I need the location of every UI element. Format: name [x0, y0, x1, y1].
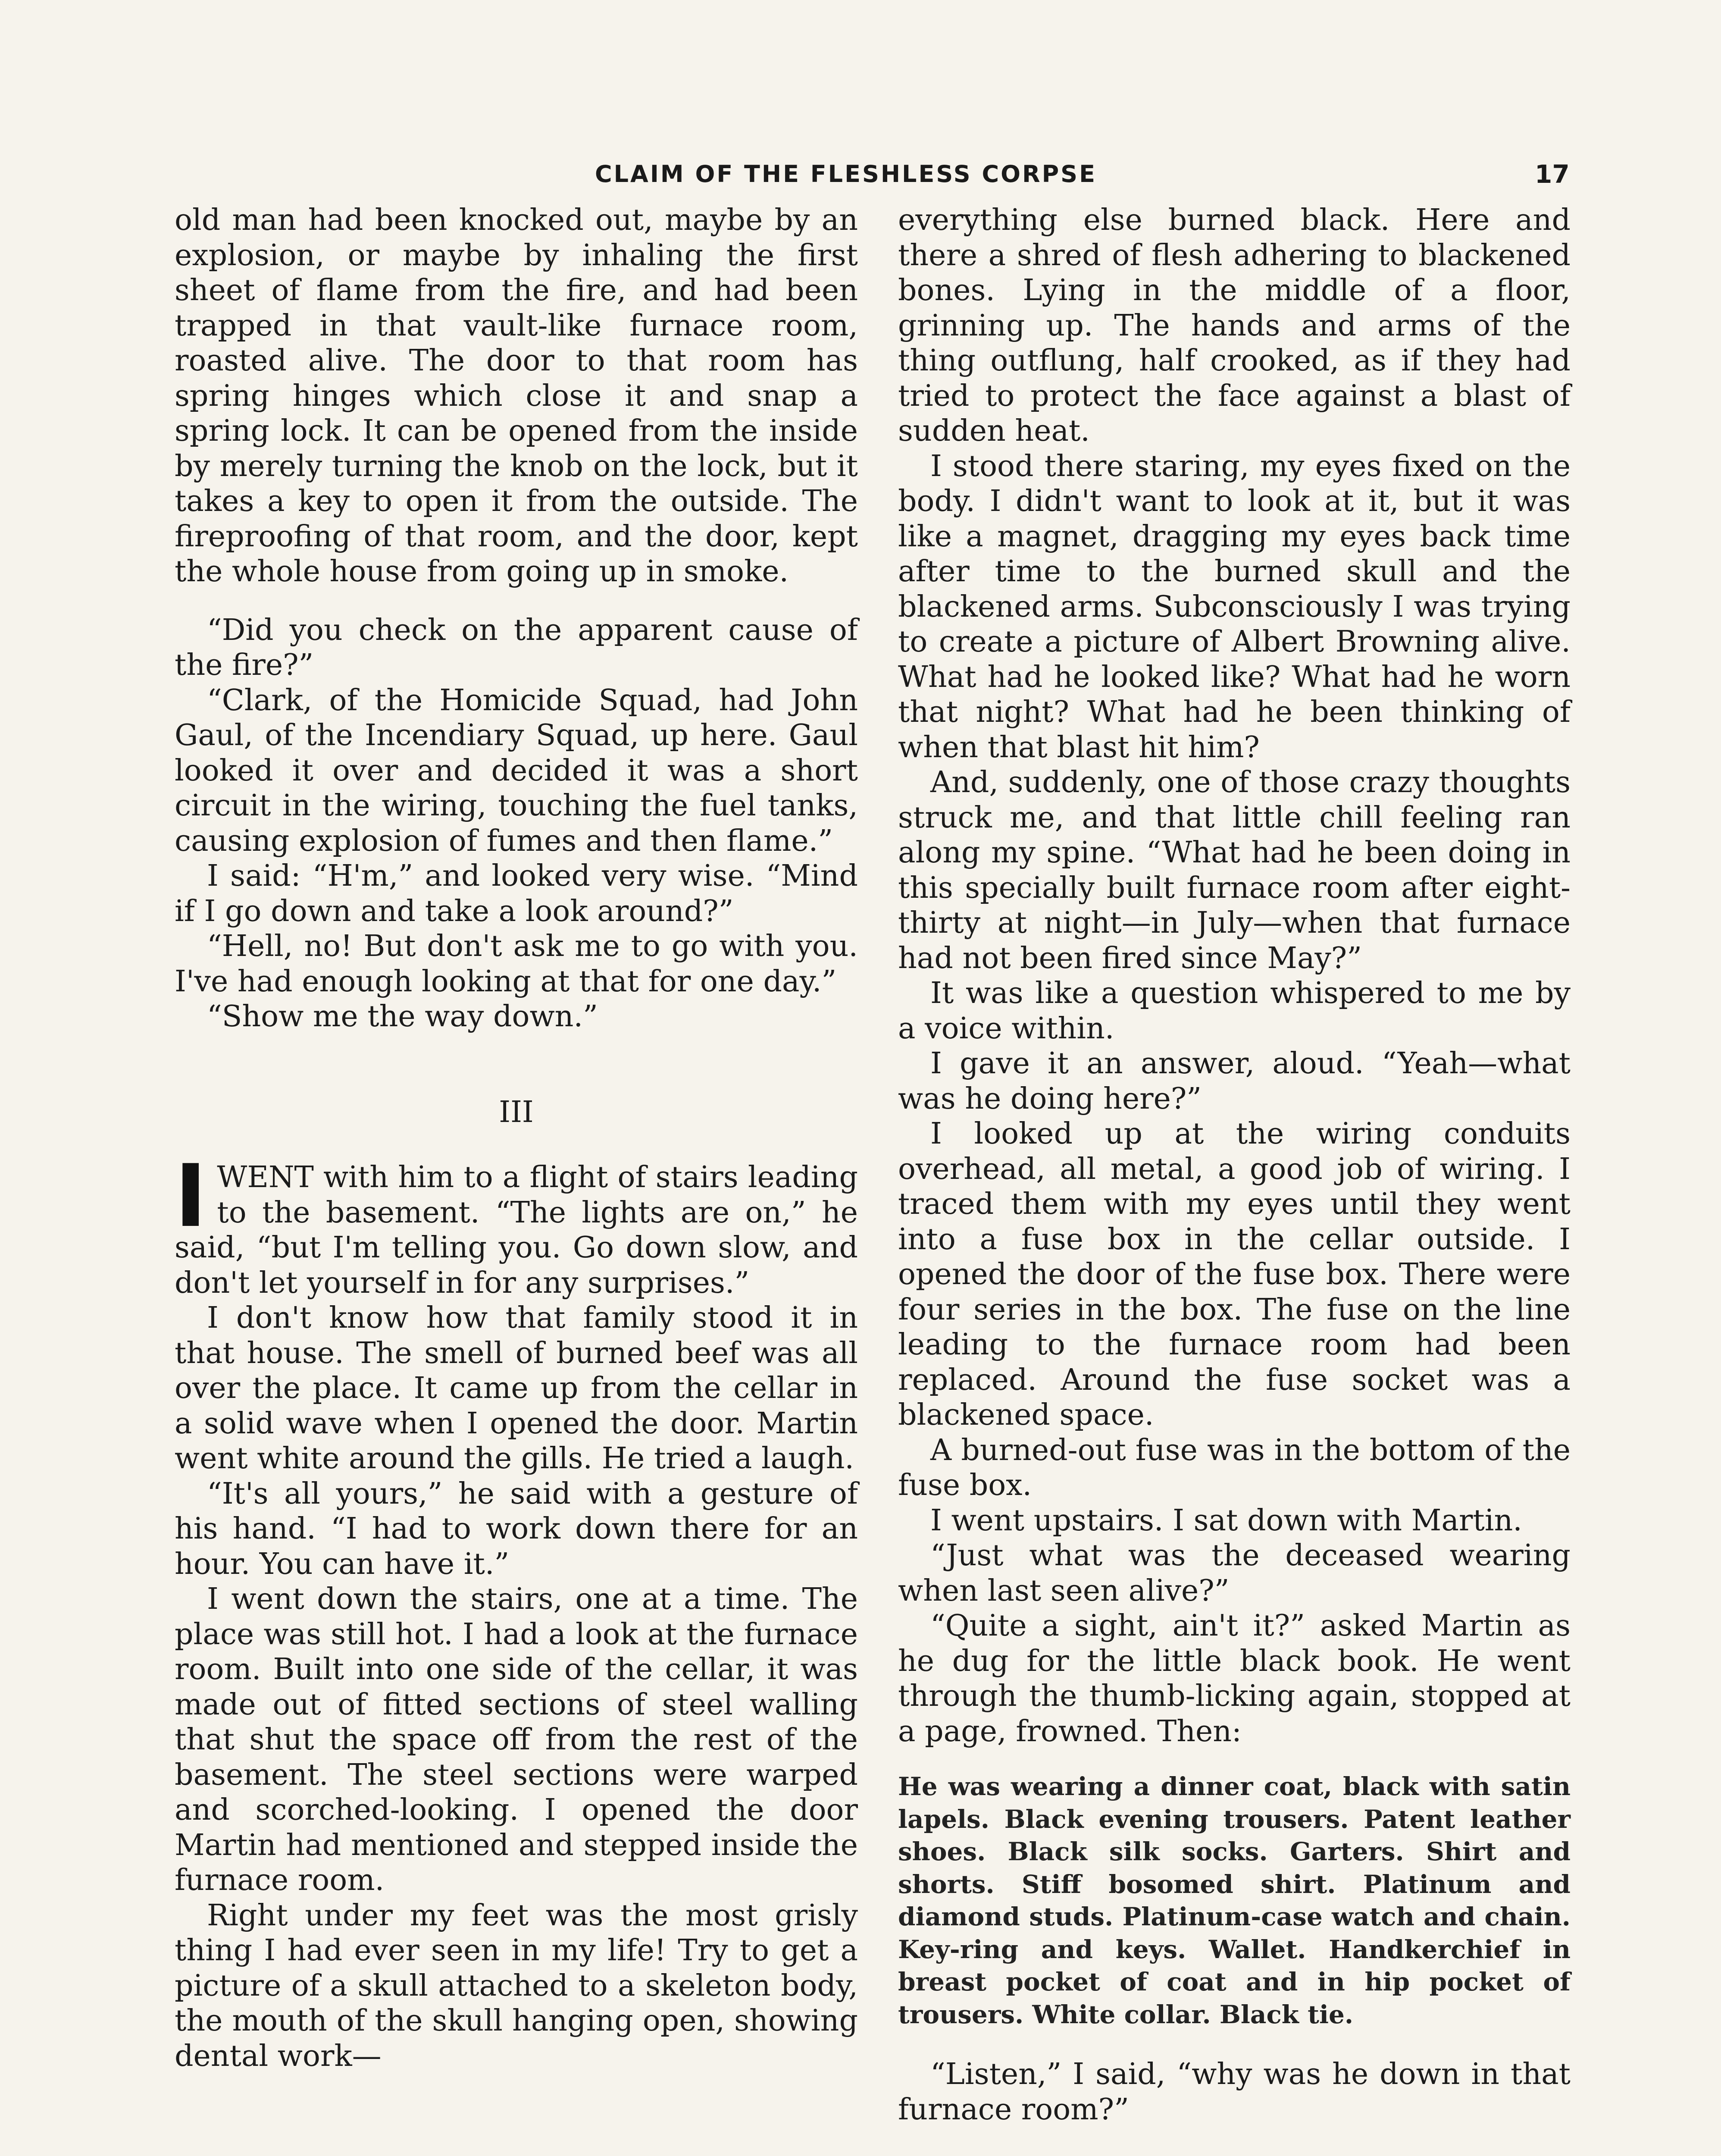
- inset-description: He was wearing a dinner coat, black with satin lapels. Black evening trousers. Patent leather shoes. Black silk socks. Garters. Shirt and shorts. Stiff bosomed shirt. Platinum and diamond studs. Platinum-case watch and chain. Key-ring and keys. Wallet. Handkerchief in breast pocket of coat and in hip pocket of trousers. White collar. Black tie.: [898, 1772, 1571, 2029]
- paragraph: I went down the stairs, one at a time. The place was still hot. I had a look at the furnace room. Built into one side of the cellar, it was made out of fitted sections of steel walling that shut the space off from the rest of the basement. The steel sections were warped and scorched-looking. I opened the door Martin had mentioned and stepped inside the furnace room.: [175, 1582, 858, 1897]
- paragraph: I gave it an answer, aloud. “Yeah—what was he doing here?”: [898, 1047, 1571, 1116]
- paragraph: everything else burned black. Here and there a shred of flesh adhering to blackened bones. Lying in the middle of a floor, grinning up. The hands and arms of the thing outflung, half crooked, as if they had tried to protect the face against a blast of sudden heat.: [898, 203, 1571, 448]
- paragraph: I stood there staring, my eyes fixed on the body. I didn't want to look at it, but it was like a magnet, dragging my eyes back time after time to the burned skull and the blackened arms. Subconsciously I was trying to create a picture of Albert Browning alive. What had he looked like? What had he worn that night? What had he been thinking of when that blast hit him?: [898, 449, 1571, 765]
- running-title: CLAIM OF THE FLESHLESS CORPSE: [595, 160, 1097, 188]
- right-column: [898, 203, 1571, 2127]
- paragraph: [175, 1146, 858, 1300]
- paragraph: “Clark, of the Homicide Squad, had John Gaul, of the Incendiary Squad, up here. Gaul looked it over and decided it was a short circuit in the wiring, touching the fuel tanks, causing explosion of fumes and then flame.”: [175, 683, 858, 858]
- paragraph: A burned-out fuse was in the bottom of the fuse box.: [898, 1433, 1571, 1502]
- paragraph: I said: “H'm,” and looked very wise. “Mind if I go down and take a look around?”: [175, 859, 858, 928]
- paragraph: I don't know how that family stood it in that house. The smell of burned beef was all over the place. It came up from the cellar in a solid wave when I opened the door. Martin went white around the gills. He tried a laugh.: [175, 1301, 858, 1476]
- paragraph: Right under my feet was the most grisly thing I had ever seen in my life! Try to get a picture of a skull attached to a skeleton body, the mouth of the skull hanging open, showing dental work—: [175, 1898, 858, 2073]
- paragraph: And, suddenly, one of those crazy thoughts struck me, and that little chill feeling ran along my spine. “What had he been doing in this specially built furnace room after eight-thirty at night—in July—when that furnace had not been fired since May?”: [898, 765, 1571, 975]
- paragraph: “Just what was the deceased wearing when last seen alive?”: [898, 1539, 1571, 1608]
- drop-cap: I: [175, 1146, 207, 1247]
- paragraph: “Hell, no! But don't ask me to go with you. I've had enough looking at that for one day.”: [175, 929, 858, 999]
- page-number: 17: [1535, 160, 1570, 189]
- paragraph: “Did you check on the apparent cause of the fire?”: [175, 613, 858, 682]
- paragraph: “It's all yours,” he said with a gesture of his hand. “I had to work down there for an hour. You can have it.”: [175, 1476, 858, 1581]
- paragraph: I went upstairs. I sat down with Martin.: [930, 1503, 1522, 1538]
- paragraph: old man had been knocked out, maybe by an explosion, or maybe by inhaling the first sheet of flame from the fire, and had been trapped in that vault-like furnace room, roasted alive. The door to that room has spring hinges which close it and snap a spring lock. It can be opened from the inside by merely turning the knob on the lock, but it takes a key to open it from the outside. The fireproofing of that room, and the door, kept the whole house from going up in smoke.: [175, 203, 858, 589]
- left-column: [175, 203, 858, 2074]
- paragraph: I looked up at the wiring conduits overhead, all metal, a good job of wiring. I traced them with my eyes until they went into a fuse box in the cellar outside. I opened the door of the fuse box. There were four series in the box. The fuse on the line leading to the furnace room had been replaced. Around the fuse socket was a blackened space.: [898, 1117, 1571, 1432]
- paragraph: It was like a question whispered to me by a voice within.: [898, 976, 1571, 1046]
- paragraph-text: WENT with him to a flight of stairs leading to the basement. “The lights are on,” he said, “but I'm telling you. Go down slow, and don't let yourself in for any surprises.”: [175, 1160, 858, 1300]
- paragraph: “Quite a sight, ain't it?” asked Martin as he dug for the little black book. He went through the thumb-licking again, stopped at a page, frowned. Then:: [898, 1609, 1571, 1749]
- paragraph: “Listen,” I said, “why was he down in that furnace room?”: [898, 2057, 1571, 2127]
- section-heading: III: [499, 1095, 534, 1129]
- paragraph: “Show me the way down.”: [207, 1000, 598, 1034]
